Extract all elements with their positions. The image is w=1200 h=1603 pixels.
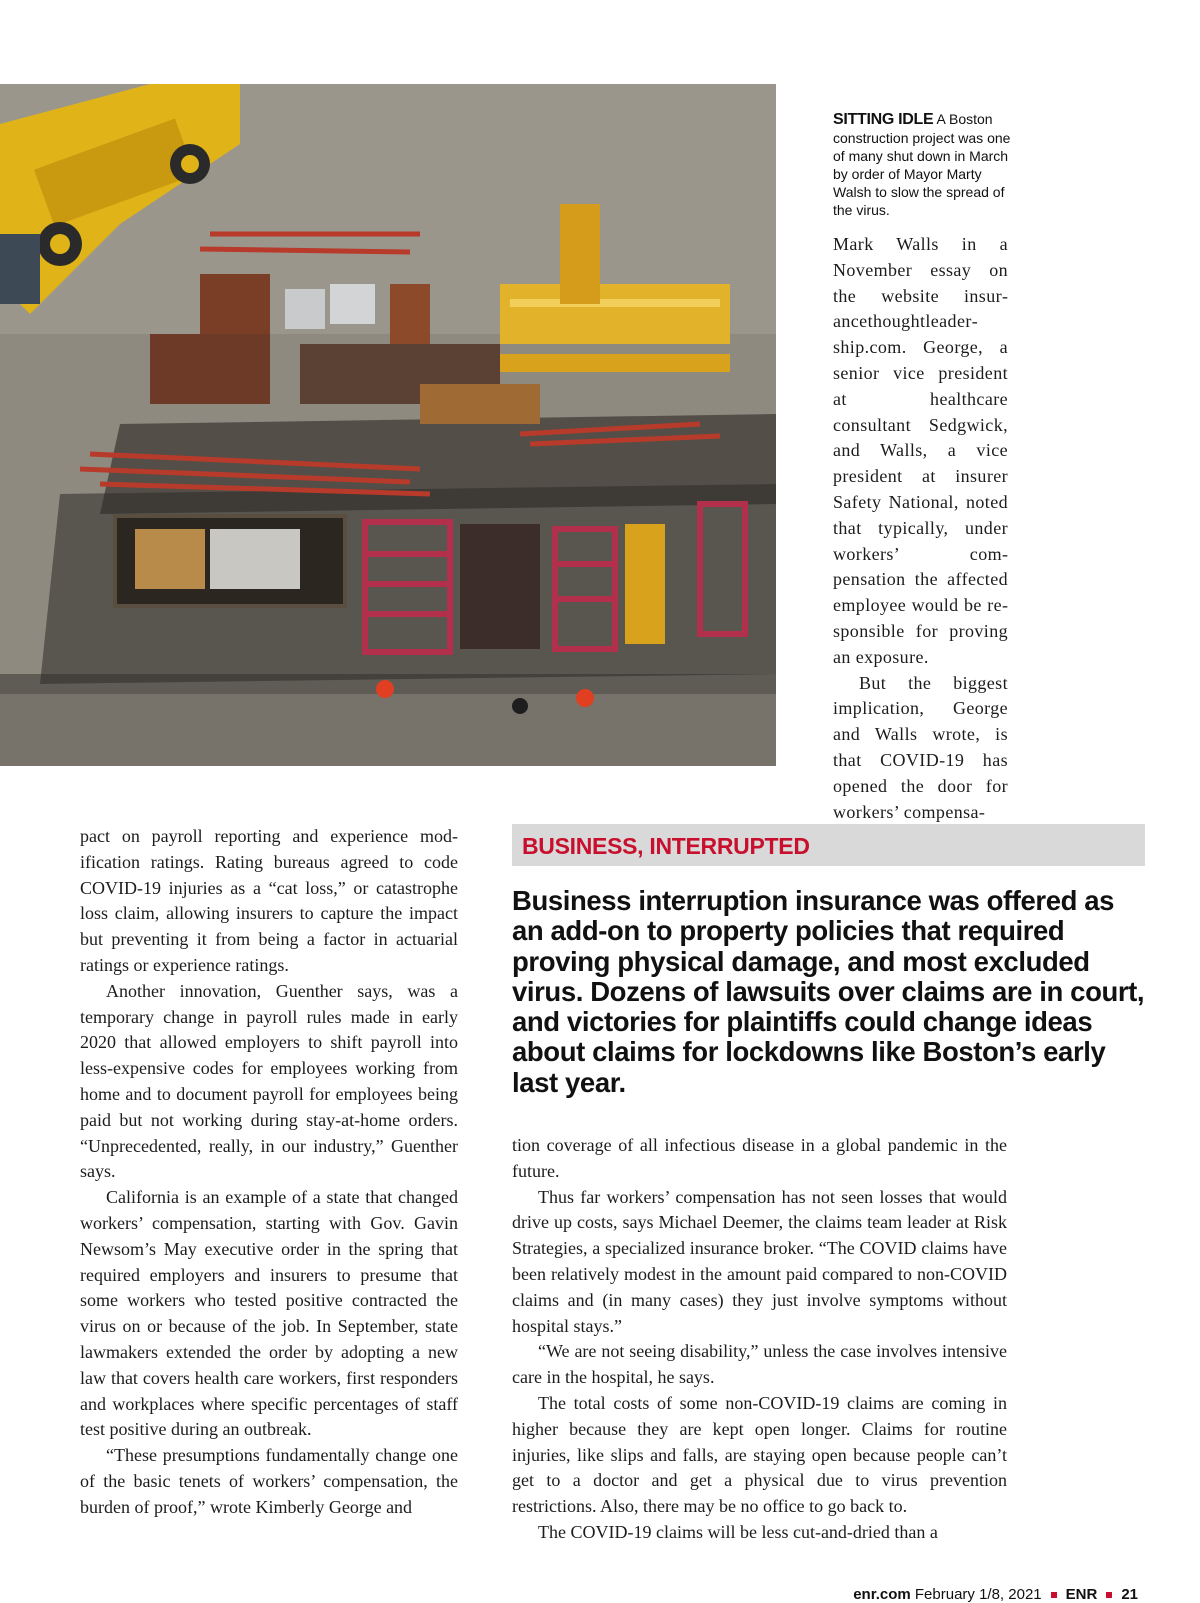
- page-number: 21: [1121, 1586, 1138, 1603]
- sidebar-text: Business interruption insurance was offered as an add-on to property policies that required proving physical damage, and most excluded virus. Dozens of lawsuits over claims are in court, and victories for plaintiffs could change ideas about claims for lockdowns like Boston’s early last year.: [512, 885, 1145, 1098]
- construction-site-illustration: [0, 84, 776, 766]
- mid-paragraph-3: “We are not seeing disability,” unless the case involves intensive care in the hospital, he says.: [512, 1341, 1007, 1388]
- footer-separator-2: [1106, 1592, 1112, 1598]
- right-paragraph-1: Mark Walls in a November essay on the website insurancethoughtleadership.com. George, a senior vice president at healthcare consultant Sedgwick, and Walls, a vice president at insurer Safety National, noted that typically, under workers’ compensation the affected employee would be responsible for proving an exposure.: [833, 234, 1008, 667]
- middle-column: [512, 1133, 1007, 1546]
- mid-paragraph-4: The total costs of some non-COVID-19 claims are coming in higher because they are kept open longer. Claims for routine injuries, like slips and falls, are staying open because people can’t get to a doctor and get a physical due to virus prevention restrictions. Also, there may be no office to go back to.: [512, 1392, 1007, 1517]
- left-column: [80, 824, 458, 1521]
- sidebar-label-bar: [512, 824, 1145, 866]
- right-paragraph-2: But the biggest implication, George and Walls wrote, is that COVID-19 has opened the door for workers’ compensa-: [833, 672, 1008, 822]
- page-footer: [853, 1586, 1138, 1603]
- sidebar-label: BUSINESS, INTERRUPTED: [522, 833, 810, 859]
- construction-site-photo: [0, 84, 776, 766]
- footer-site: enr.com: [853, 1586, 911, 1603]
- left-paragraph-3: California is an example of a state that changed workers’ compensation, starting with Gov. Gavin Newsom’s May executive order in the spring that required employers and insurers to presume that some workers who tested positive contracted the virus on or because of the job. In September, state lawmakers extended the order by adopting a new law that covers health care workers, first responders and workplaces where specific percentages of staff test positive during an outbreak.: [80, 1187, 458, 1440]
- footer-magazine: ENR: [1065, 1586, 1098, 1603]
- left-paragraph-1: pact on payroll reporting and experience modification ratings. Rating bureaus agreed to code COVID-19 injuries as a “cat loss,” or catastrophe loss claim, allowing insurers to capture the impact but preventing it from being a factor in actuarial ratings or experience ratings.: [80, 826, 458, 975]
- mid-paragraph-1: tion coverage of all infectious disease in a global pandemic in the future.: [512, 1135, 1007, 1181]
- photo-caption: [833, 110, 1023, 219]
- left-paragraph-4: “These presumptions fundamentally change one of the basic tenets of workers’ compensation, the burden of proof,” wrote Kimberly George and: [80, 1445, 458, 1517]
- caption-head: SITTING IDLE: [833, 111, 934, 128]
- caption-text: A Boston construction project was one of many shut down in March by order of Mayor Marty Walsh to slow the spread of the virus.: [833, 111, 1011, 218]
- right-column: [833, 232, 1008, 825]
- footer-date: February 1/8, 2021: [914, 1586, 1042, 1603]
- footer-separator-1: [1051, 1592, 1057, 1598]
- left-paragraph-2: Another innovation, Guenther says, was a temporary change in payroll rules made in early 2020 that allowed employers to shift payroll into less-expensive codes for employees working from home and to document payroll for employees being paid but not working during stay-at-home orders. “Unprecedented, really, in our industry,” Guenther says.: [80, 980, 458, 1182]
- mid-paragraph-2: Thus far workers’ compensation has not seen losses that would drive up costs, says Michael Deemer, the claims team leader at Risk Strategies, a specialized insurance broker. “The COVID claims have been relatively modest in the amount paid compared to non-COVID claims and (in many cases) they just involve symptoms without hospital stays.”: [512, 1186, 1007, 1336]
- mid-paragraph-5: The COVID-19 claims will be less cut-and-dried than a: [538, 1521, 938, 1542]
